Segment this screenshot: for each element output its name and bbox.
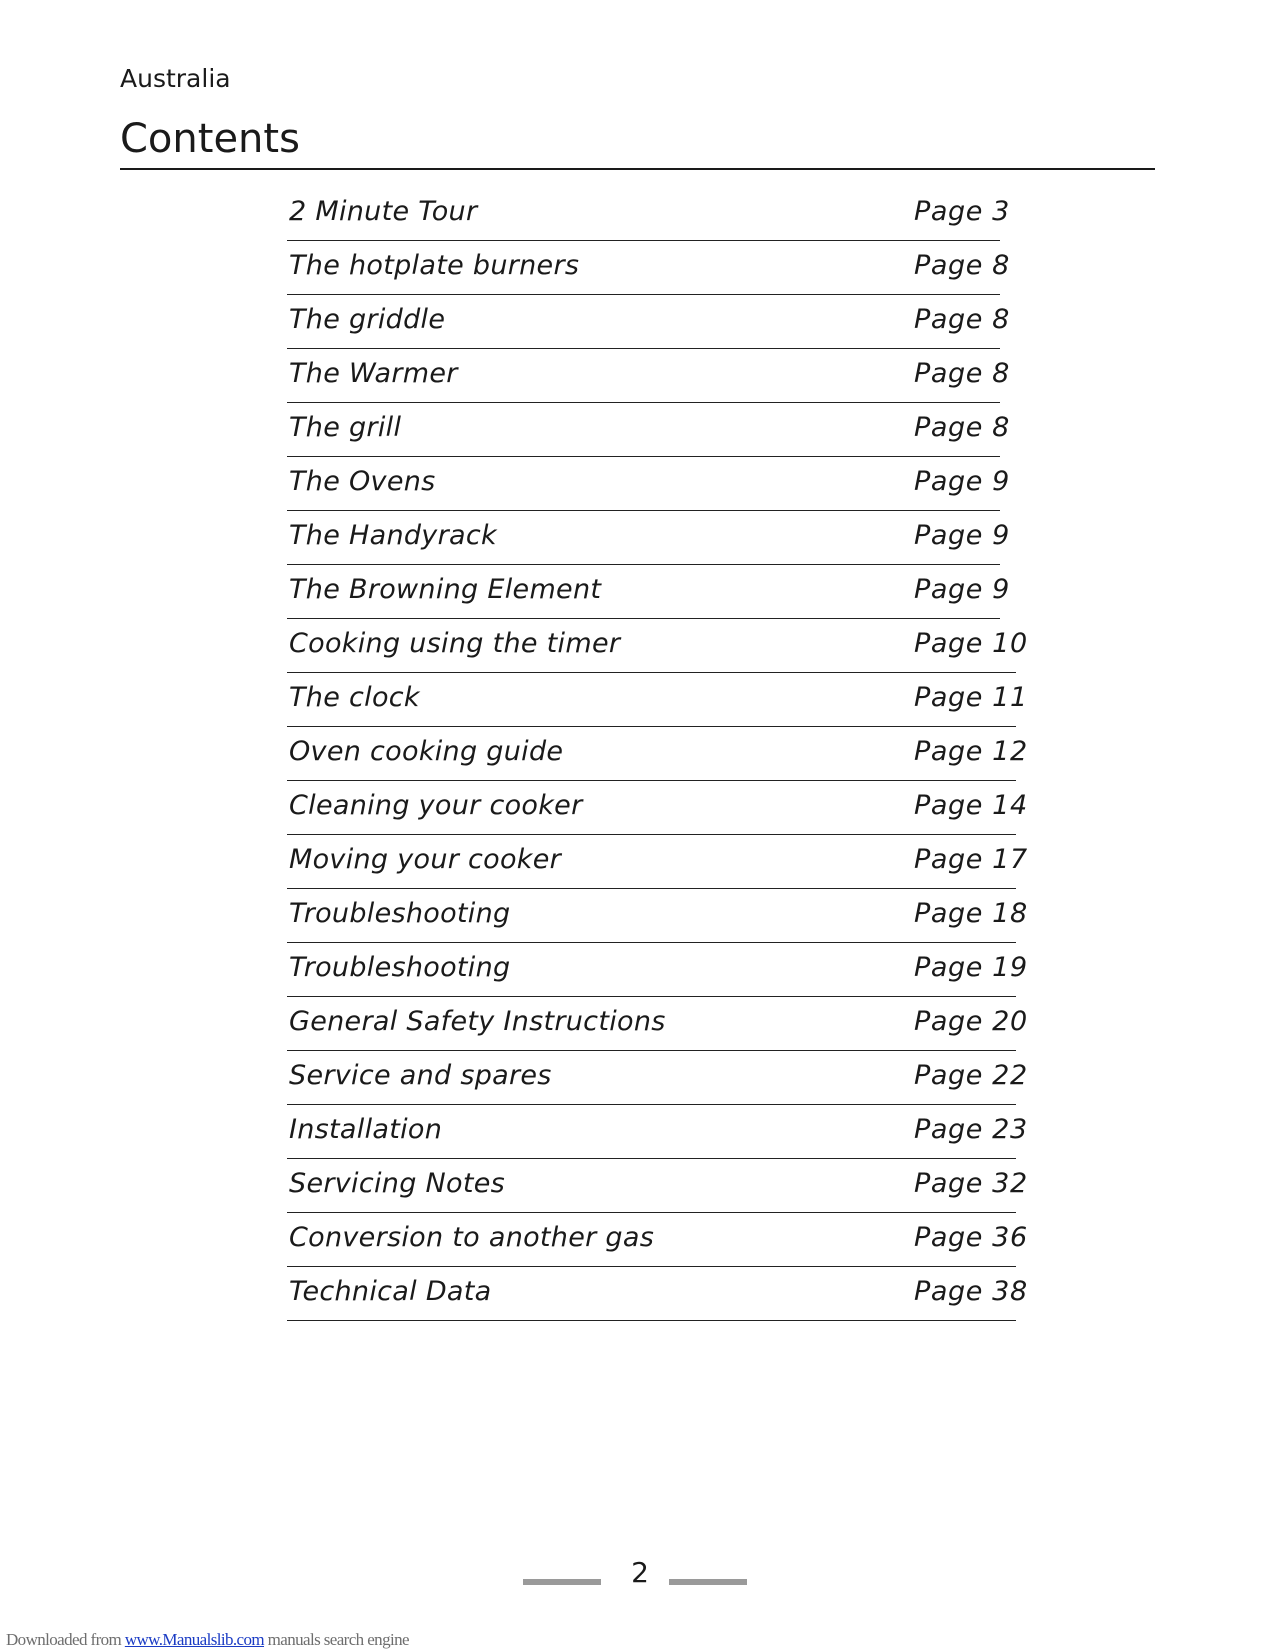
toc-entry-title: Troubleshooting (289, 952, 511, 983)
toc-entry-title: Troubleshooting (289, 898, 511, 929)
toc-entry[interactable] (287, 673, 1028, 727)
toc-entry-page: Page 8 (914, 358, 1010, 389)
page-number: 2 (631, 1556, 649, 1589)
toc-entry-page: Page 9 (914, 574, 1010, 605)
toc-entry-page: Page 36 (914, 1222, 1028, 1253)
toc-entry[interactable] (287, 511, 1010, 565)
source-suffix-text: manuals search engine (264, 1630, 409, 1649)
toc-entry-page: Page 19 (914, 952, 1028, 983)
toc-entry[interactable] (287, 889, 1028, 943)
toc-entry[interactable] (287, 1267, 1028, 1321)
toc-entry-page: Page 20 (914, 1006, 1028, 1037)
toc-entry-page: Page 9 (914, 520, 1010, 551)
toc-entry-title: Oven cooking guide (289, 736, 564, 767)
toc-entry-title: The griddle (289, 304, 446, 335)
footer-rule-right (669, 1579, 747, 1585)
download-source-line (6, 1630, 409, 1650)
toc-entry-title: 2 Minute Tour (289, 196, 478, 227)
toc-entry-title: Cleaning your cooker (289, 790, 583, 821)
table-of-contents (287, 187, 1028, 1321)
toc-entry[interactable] (287, 1213, 1028, 1267)
title-divider (120, 168, 1155, 170)
toc-entry[interactable] (287, 619, 1028, 673)
toc-entry-title: The clock (289, 682, 420, 713)
toc-entry-title: Conversion to another gas (289, 1222, 655, 1253)
toc-entry-title: Moving your cooker (289, 844, 562, 875)
toc-entry-page: Page 23 (914, 1114, 1028, 1145)
toc-entry-title: The hotplate burners (289, 250, 580, 281)
toc-entry[interactable] (287, 1159, 1028, 1213)
toc-entry[interactable] (287, 727, 1028, 781)
toc-entry[interactable] (287, 295, 1010, 349)
toc-entry-page: Page 3 (914, 196, 1010, 227)
manualslib-link[interactable]: www.Manualslib.com (124, 1630, 265, 1649)
toc-entry-page: Page 17 (914, 844, 1028, 875)
toc-entry[interactable] (287, 997, 1028, 1051)
source-prefix-text: Downloaded from (6, 1630, 125, 1649)
toc-entry-page: Page 12 (914, 736, 1028, 767)
toc-entry-title: The Browning Element (289, 574, 602, 605)
toc-entry[interactable] (287, 835, 1028, 889)
toc-entry-page: Page 22 (914, 1060, 1028, 1091)
toc-entry[interactable] (287, 241, 1010, 295)
toc-entry-title: Installation (289, 1114, 443, 1145)
toc-entry-title: The Warmer (289, 358, 458, 389)
toc-entry-page: Page 11 (914, 682, 1028, 713)
toc-entry-title: Servicing Notes (289, 1168, 505, 1199)
toc-entry-title: The grill (289, 412, 402, 443)
toc-entry-page: Page 8 (914, 250, 1010, 281)
toc-entry[interactable] (287, 943, 1028, 997)
page-title: Contents (120, 116, 300, 162)
toc-entry[interactable] (287, 1105, 1028, 1159)
toc-entry[interactable] (287, 403, 1010, 457)
toc-entry[interactable] (287, 349, 1010, 403)
toc-entry-page: Page 14 (914, 790, 1028, 821)
toc-entry[interactable] (287, 457, 1010, 511)
toc-entry-page: Page 9 (914, 466, 1010, 497)
toc-entry-page: Page 10 (914, 628, 1028, 659)
toc-entry-page: Page 18 (914, 898, 1028, 929)
toc-entry-title: The Handyrack (289, 520, 497, 551)
toc-entry[interactable] (287, 565, 1010, 619)
footer-rule-left (523, 1579, 601, 1585)
region-label: Australia (120, 64, 231, 93)
toc-entry[interactable] (287, 781, 1028, 835)
toc-entry-page: Page 8 (914, 304, 1010, 335)
toc-entry-title: General Safety Instructions (289, 1006, 666, 1037)
toc-entry[interactable] (287, 1051, 1028, 1105)
toc-entry-title: Cooking using the timer (289, 628, 621, 659)
toc-entry-page: Page 8 (914, 412, 1010, 443)
toc-entry-page: Page 32 (914, 1168, 1028, 1199)
toc-entry-title: Service and spares (289, 1060, 552, 1091)
toc-entry-page: Page 38 (914, 1276, 1028, 1307)
toc-entry-title: Technical Data (289, 1276, 492, 1307)
toc-entry[interactable] (287, 187, 1010, 241)
toc-entry-title: The Ovens (289, 466, 436, 497)
